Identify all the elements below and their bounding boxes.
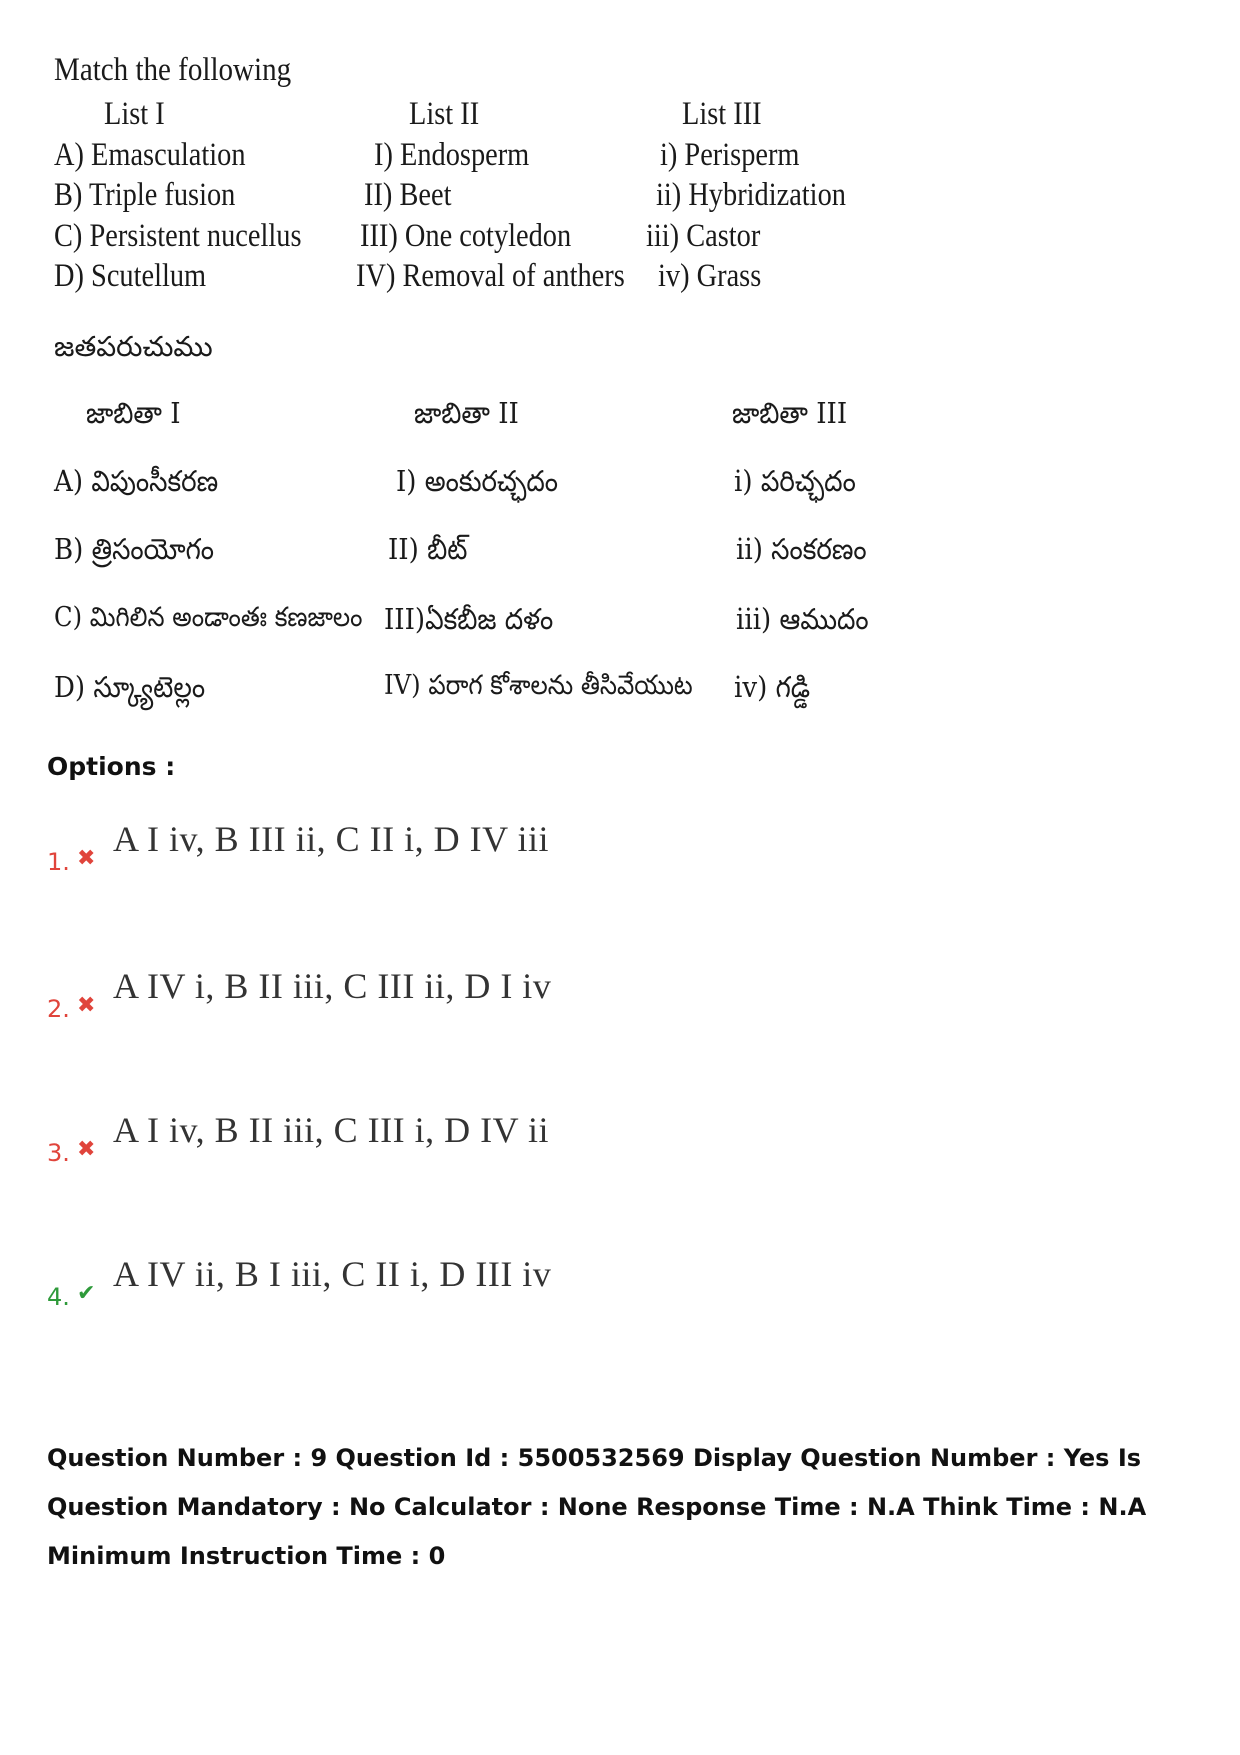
- list-item: D) స్క్యూటెల్లం: [54, 670, 206, 704]
- cross-icon: ✖: [77, 1137, 96, 1162]
- match-row: [54, 464, 874, 504]
- list-item: i) Perisperm: [660, 137, 800, 173]
- list-item: D) Scutellum: [54, 258, 207, 294]
- list-header: List II: [409, 96, 480, 132]
- list-item: III) One cotyledon: [360, 218, 572, 254]
- list-item: C) మిగిలిన అండాంతః కణజాలం: [54, 602, 363, 633]
- list-item: iii) Castor: [646, 218, 761, 254]
- list-item: I) Endosperm: [374, 137, 530, 173]
- option-text: A I iv, B II iii, C III i, D IV ii: [113, 1110, 549, 1150]
- list-header: జాబితా I: [86, 396, 181, 430]
- list-headers: [54, 396, 874, 436]
- list-header: List I: [104, 96, 165, 132]
- question-title: Match the following: [54, 52, 292, 88]
- option-text: A IV ii, B I iii, C II i, D III iv: [113, 1254, 552, 1294]
- list-item: IV) Removal of anthers: [356, 258, 625, 294]
- option-1[interactable]: [47, 818, 747, 878]
- list-item: ii) సంకరణం: [736, 532, 867, 566]
- question-title-telugu: జతపరుచుము: [54, 330, 213, 363]
- option-number: 2.: [47, 995, 70, 1023]
- list-item: B) Triple fusion: [54, 177, 236, 213]
- list-item: A) విపుంసీకరణ: [54, 464, 219, 498]
- option-3[interactable]: [47, 1109, 747, 1169]
- option-2[interactable]: [47, 965, 747, 1025]
- list-item: II) Beet: [364, 177, 452, 213]
- cross-icon: ✖: [77, 846, 96, 871]
- list-item: C) Persistent nucellus: [54, 218, 302, 254]
- match-row: [54, 532, 874, 572]
- list-item: IV) పరాగ కోశాలను తీసివేయుట: [384, 670, 693, 701]
- option-number: 3.: [47, 1139, 70, 1167]
- list-item: B) త్రిసంయోగం: [54, 532, 215, 566]
- match-row: [54, 670, 874, 710]
- option-text: A IV i, B II iii, C III ii, D I iv: [113, 966, 552, 1006]
- match-row: [54, 137, 874, 177]
- list-item: iv) గడ్డి: [734, 670, 811, 704]
- option-text: A I iv, B III ii, C II i, D IV iii: [113, 819, 549, 859]
- list-item: ii) Hybridization: [656, 177, 846, 213]
- option-number: 1.: [47, 848, 70, 876]
- list-headers: [54, 96, 874, 136]
- list-header: List III: [682, 96, 762, 132]
- list-item: i) పరిచ్ఛదం: [734, 464, 856, 498]
- option-number: 4.: [47, 1283, 70, 1311]
- options-heading: Options :: [47, 752, 176, 781]
- list-item: II) బీట్: [388, 532, 468, 566]
- cross-icon: ✖: [77, 993, 96, 1018]
- list-item: III)ఏకబీజ దళం: [384, 602, 554, 636]
- list-item: iv) Grass: [658, 258, 762, 294]
- match-row: [54, 218, 874, 258]
- list-item: I) అంకురచ్ఛదం: [396, 464, 558, 498]
- match-row: [54, 177, 874, 217]
- list-header: జాబితా III: [732, 396, 848, 430]
- list-item: A) Emasculation: [54, 137, 246, 173]
- match-row: [54, 258, 874, 298]
- list-header: జాబితా II: [414, 396, 519, 430]
- option-4[interactable]: [47, 1253, 747, 1313]
- list-item: iii) ఆముదం: [736, 602, 869, 636]
- match-row: [54, 602, 874, 642]
- check-icon: ✔: [77, 1281, 96, 1306]
- question-metadata: Question Number : 9 Question Id : 5500532569 Display Question Number : Yes Is Question Mandatory : No Calculator : None Response Time : N.A Think Time : N.A Minimum Instruction Time : 0: [47, 1444, 1147, 1570]
